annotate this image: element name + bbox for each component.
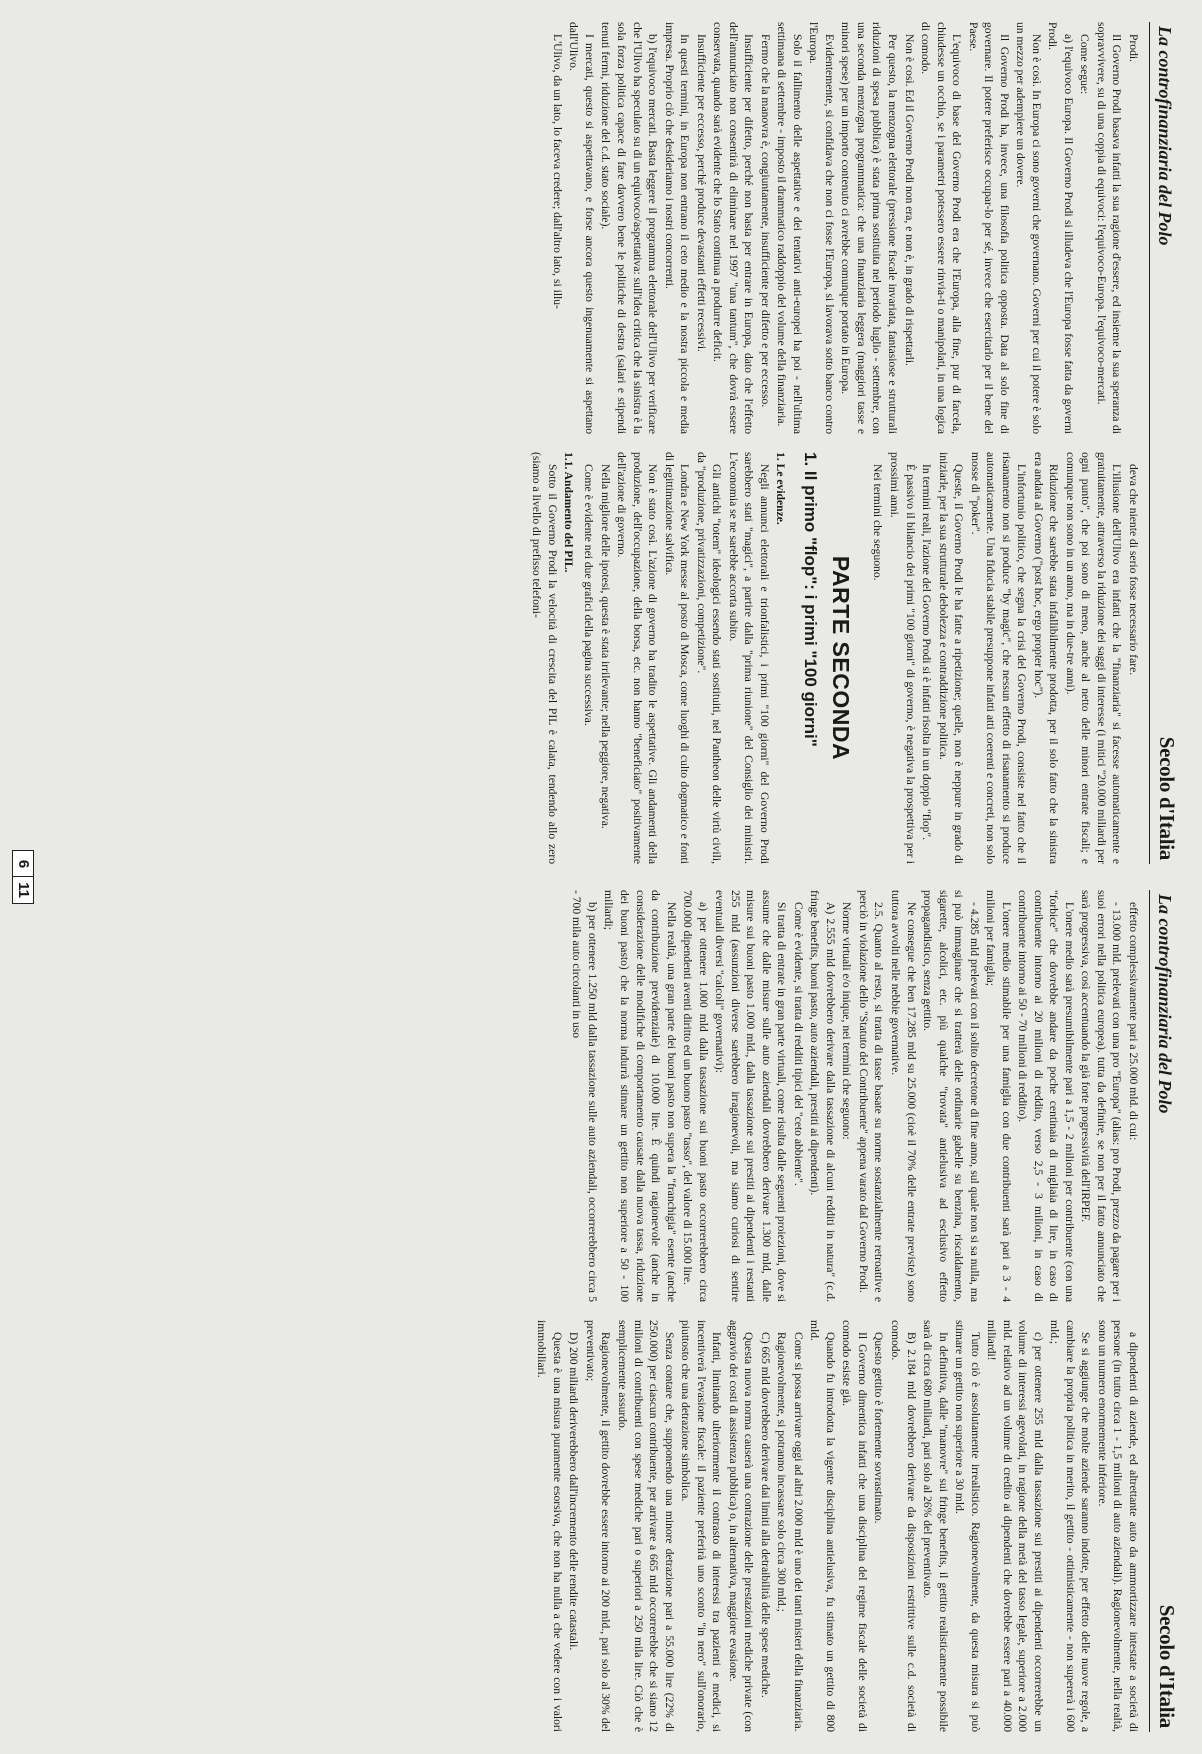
page-left — [14, 22, 1184, 869]
paragraph: L'onere medio stimabile per una famiglia con due contribuenti sarà pari a 3 - 4 milioni per famiglia; — [984, 890, 1013, 1302]
left-column-2 — [14, 452, 1141, 864]
paragraph: Non è così. In Europa ci sono governi che governano. Governi per cui il potere è solo un mezzo per adempiere un dovere. — [1014, 22, 1043, 434]
paragraph: Sotto il Governo Prodi la velocità di crescita del PIL è calata, tendendo allo zero (siamo a livello di prefisso telefoni- — [530, 452, 559, 864]
page-number: 6 — [12, 850, 34, 878]
paragraph: Questa è una misura puramente esorsiva, che non ha nulla a che vedere con i valori immobiliari. — [535, 1320, 564, 1732]
part-title: PARTE SECONDA — [827, 555, 854, 761]
paragraph: In definitiva, dalle "manovre" sui fringe benefits, il gettito realisticamente possibile sarà di circa 680 miliardi, pari solo al 26% del preventivato. — [921, 1320, 950, 1732]
paragraph: Come è evidente nei due grafici della pagina successiva. — [582, 464, 596, 726]
paragraph: Infatti, limitando ulteriormente il contrasto di interessi tra pazienti e medici, si incentiverà l'evasione fiscale: il paziente preferirà uno sconto "in nero" sull'onorario, piuttosto che una detrazione simbolica. — [679, 1320, 724, 1732]
paragraph: L'Ulivo, da un lato, lo faceva credere; dall'altro lato, si illu- — [550, 34, 564, 309]
paragraph: Si tratta di entrate in gran parte virtuali, come risulta dalle seguenti proiezioni, dove si assume che dalle misure sulle auto aziendali dovrebbero derivare 1.300 mld, dalle misure sui buoni pasto 1.000 mld., dalla tassazione sui prestiti ai dipendenti i restanti 255 mld (assunzioni diverse sarebbero irragionevoli, ma siamo curiosi di sentire eventuali diversi "calcoli" governativi): — [713, 890, 789, 1302]
page-right — [14, 882, 1184, 1732]
paragraph: Il Governo Prodi basava infatti la sua ragione d'essere, ed insieme la sua speranza di sopravvivere, su di una coppia di equivoci: l'equivoco-Europa. l'equivoco-mercati. — [1094, 22, 1124, 434]
paragraph: Fermo che la manovra è, congiuntamente, insufficiente per difetto e per eccesso. — [758, 34, 772, 408]
paragraph: c) per ottenere 255 mld dalla tassazione sui prestiti ai dipendenti occorrerebbe un volume di interessi agevolati, in ragione della metà del tasso legale, superiore a 2.000 mld. relativo ad un volume di credito ai dipendenti che dovrebbe essere pari a 40.000 miliardi! — [985, 1320, 1045, 1732]
paragraph: B) 2.184 mld dovrebbero derivare da disposizioni restrittive sulle c.d. società di comodo. — [889, 1320, 918, 1732]
paragraph: Insufficiente per difetto, perché non basta per entrare in Europa, dato che l'effetto dell'annunciato non consentirà di eliminare nel 1997 "una tantum", che dovrà essere conservata, quando sarà evidente che lo Stato continua a produrre deficit. — [711, 22, 756, 434]
right-column-1 — [14, 890, 1141, 1302]
paragraph: D) 200 miliardi deriverebbero dall'incremento delle rendite catastali. — [567, 1332, 581, 1651]
page-right-header — [1149, 890, 1184, 1732]
masthead: Secolo d'Italia — [1155, 736, 1179, 860]
paragraph: Non è stato così. L'azione di governo ha tradito le aspettative. Gli andamenti della produzione, dell'occupazione, della borsa, etc. non hanno "beneficiato" positivamente dell'azione di governo. — [615, 452, 660, 864]
paragraph: A) 2.555 mld dovrebbero derivare dalla tassazione di alcuni redditi in natura" (c.d. fringe benefits, buoni pasto, auto aziendali, prestiti ai dipendenti). — [808, 890, 837, 1302]
paragraph: Il Governo Prodi ha, invece, una filosofia politica opposta. Data al solo fine di governare. Il potere preferisce occupar-lo per sé, invece che esercitarlo per il bene del Paese. — [966, 22, 1011, 434]
paragraph: a dipendenti di aziende, ed altrettante auto da ammortizzare intestate a società di persone (in tutto circa 1 - 1,5 milioni di auto aziendali). Ragionevolmente, nella realtà, sono un numero enormemente inferiore. — [1095, 1320, 1140, 1732]
paragraph: Non è così. Ed il Governo Prodi non era, e non è, in grado di rispettarli. — [902, 34, 916, 366]
paragraph: Solo il fallimento delle aspettative e dei tentativi anti-europei ha poi - nell'ultima settimana di settembre - imposto il drammatico raddoppio del volume della finanziaria. — [775, 22, 804, 434]
paragraph: I mercati, questo si aspettavano, e forse ancora questo ingenuamente si aspettano dall'Ulivo. — [567, 22, 596, 434]
paragraph: Insufficiente per eccesso, perché produce devastanti effetti recessivi. — [694, 34, 708, 352]
paragraph: Norme virtuali e/o inique, nei termini che seguono: — [840, 902, 854, 1140]
paragraph: a) l'equivoco Europa. Il Governo Prodi si illudeva che l'Europa fosse fatta da governi Prodi. — [1046, 22, 1075, 434]
paragraph: In questi termini, in Europa non entrano il ceto medio e la nostra piccola e media impresa. Proprio ciò che desideriamo i nostri concorrenti. — [662, 22, 692, 434]
paragraph: Il Governo dimentica infatti che una disciplina del regime fiscale delle società di comodo esiste già. — [840, 1320, 869, 1732]
paragraph: Nei termini che seguono. — [871, 464, 885, 581]
masthead: Secolo d'Italia — [1155, 1604, 1179, 1728]
paragraph: deva che niente di serio fosse necessario fare. — [1127, 464, 1140, 676]
part-subtitle: 1. Il primo "flop": i primi "100 giorni" — [801, 452, 821, 747]
paragraph: Tutto ciò è assolutamente irrealistico. Ragionevolmente, da questa misura si può stimare un gettito non superiore a 30 mld. — [953, 1320, 982, 1732]
paragraph: Prodi. — [1127, 34, 1140, 63]
paragraph: L'illusione dell'Ulivo era infatti che la "finanziaria" si facesse automaticamente e gratuitamente, attraverso la riduzione dei saggi di interesse (i mitici "20.000 miliardi per ogni punto", che poi sono di meno, anche al netto delle minori entrate fiscali; e comunque non sono in un anno, ma in due-tre anni). — [1063, 452, 1124, 864]
paragraph: b) l'equivoco mercati. Basta leggere il programma elettorale dell'Ulivo per verificare che l'Ulivo ha speculato su di un equivoco/aspettativa: sull'idea critica che la sinistra è la sola forza politica capace di fare davvero bene le politiche di destra (salari e stipendi tenuti fermi, riduzione del c.d. stato sociale). — [599, 22, 660, 434]
paragraph: L'onere medio sarà presumibilmente pari a 1,5 - 2 milioni per contribuente (con una "forbice" che dovrebbe andare da poche centinaia di migliaia di lire, in caso di contribuente intorno ai 20 milioni di reddito, verso 2,5 - 3 milioni, in caso di contribuente intorno ai 50 - 70 milioni di reddito). — [1016, 890, 1076, 1302]
paragraph: In termini reali, l'azione del Governo Prodi si è infatti risolta in un doppio "flop". — [920, 464, 934, 841]
paragraph: C) 665 mld dovrebbero derivare dai limiti alla detraibilità delle spese mediche. — [758, 1332, 772, 1698]
paragraph: Ne consegue che ben 17.285 mld su 25.000 (cioè il 70% delle entrate previste) sono tuttora avvolti nelle nebbie governative. — [889, 890, 918, 1302]
paragraph: - 4.285 mld prelevati con il solito decretone di fine anno, sul quale non si sa nulla, ma si può immaginare che si tratterà delle ordinarie gabelle su benzina, riscaldamento, sigarette, alcolici, etc. più qualche "trovata" antielusiva ad esclusivo effetto propagandistico, senza gettito. — [921, 890, 981, 1302]
paragraph: Come è evidente, si tratta di redditi tipici del "ceto abbiente". — [791, 902, 805, 1186]
running-head: La controfinanziaria del Polo — [1155, 26, 1175, 246]
right-column-2 — [14, 1320, 1141, 1732]
paragraph: Nella migliore delle ipotesi, questa è stata irrilevante; nella peggiore, negativa. — [598, 464, 612, 829]
paragraph: a) per ottenere 1.000 mld dalla tassazione sui buoni pasto occorrerebbero circa 700.000 dipendenti aventi diritto ed un buono pasto "tasso", del valore di 15.000 lire. — [681, 890, 710, 1302]
paragraph: Ragionevolmente, si potranno incassare solo circa 300 mld.; — [775, 1332, 789, 1612]
paragraph: Come si possa arrivare oggi ad altri 2.000 mld è uno dei tanti misteri della finanziaria. — [791, 1332, 805, 1732]
paragraph: Nella realtà, una gran parte dei buoni pasto non supera la "franchigia" esente (anche da contribuzione previdenziale) di 10.000 lire. È quindi ragionevole (anche in considerazione delle modifiche di comportamento causate dalla nuova tassa, riduzione dei buoni pasto) che la norma indurrà stimare un gettito non superiore a 50 - 100 miliardi; — [602, 890, 678, 1302]
paragraph: Per questo, la menzogna elettorale (pressione fiscale invariata, fantasiose e strutturali riduzioni di spesa pubblica) è stata prima sostituita nel periodo luglio - settembre, con una seconda menzogna programmatica: che una finanziaria leggera (maggiori tasse e minori spese) per un importo contenuto ci avrebbe comunque portato in Europa. — [839, 22, 900, 434]
paragraph: Evidentemente, si confidava che non ci fosse l'Europa, si lavorava sotto banco contro l'Europa. — [807, 22, 836, 434]
running-head: La controfinanziaria del Polo — [1155, 894, 1175, 1114]
paragraph: Quando fu introdotta la vigente disciplina antielusiva, fu stimato un gettito di 800 mld. — [808, 1320, 837, 1732]
paragraph: b) per ottenere 1.250 mld dalla tassazione sulle auto aziendali, occorrerebbero circa 5 - 700 mila auto circolanti in uso — [570, 890, 599, 1302]
paragraph: Questa nuova norma causerà una contrazione delle prestazioni mediche private (con aggravio dei costi di assistenza pubblica) o, in alternativa, maggiore evasione. — [726, 1320, 756, 1732]
page-number: 11 — [12, 876, 34, 904]
paragraph: - 13.000 mld. prelevati con una pro "Europa" (alias: pro Prodi, prezzo da pagare per i suoi errori nella politica europea). tutta da definire, se non per il fatto annunciato che sarà progressiva, così accentuando la già forte progressività dell'IRPEF. — [1079, 890, 1124, 1302]
paragraph: Ragionevolmente, il gettito dovrebbe essere intorno ai 200 mld., pari solo al 30% del preventivato; — [583, 1320, 613, 1732]
paragraph: 2.5. Quanto al resto, si tratta di tasse basate su norme sostanzialmente retroattive e perciò in violazione dello "Statuto del Contribuente" appena varato dal Governo Prodi. — [856, 890, 886, 1302]
paragraph: Senza contare che, supponendo una minore detrazione pari a 55.000 lire (22% di 250.000) per ciascun contribuente, per arrivare a 665 mld occorrerebbe che si siano 12 milioni di contribuenti con spese mediche pari o superiori a 250 mila lire. Ciò che è semplicemente assurdo. — [616, 1320, 676, 1732]
paragraph: 1. Le evidenze. — [774, 452, 788, 525]
paragraph: Queste, il Governo Prodi le ha fatte a ripetizione; quelle, non è neppure in grado di iniziarle, per la sua strutturale debolezza e contraddizione politica. — [936, 452, 966, 864]
left-column-1 — [14, 22, 1141, 434]
paragraph: Come segue: — [1078, 34, 1092, 95]
paragraph: L'infortunio politico, che segna la crisi del Governo Prodi, consiste nel fatto che il risanamento non si produce "by magic", che nessun effetto di risanamento si produce automaticamente. Una fiducia stabile presuppone infatti atti coerenti e concreti, non solo mosse di "poker". — [968, 452, 1029, 864]
paragraph: 1.1. Andamento del PIL. — [562, 452, 576, 573]
paragraph: È passivo il bilancio dei primi "100 giorni" di governo, è negativa la prospettiva per i prossimi anni. — [888, 452, 917, 864]
paragraph: Se si aggiunge che molte aziende saranno indotte, per effetto delle nuove regole, a cambiare la propria politica in merito, il gettito - ottimisticamente - non supererà i 600 mld.; — [1048, 1320, 1093, 1732]
page-left-header — [1149, 22, 1184, 864]
paragraph: L'equivoco di base del Governo Prodi era che l'Europa, alla fine, pur di farcela, chiudesse un occhio, se i parametri potessero essere rinvia-ti o manipolati, in una logica di comodo. — [919, 22, 964, 434]
paragraph: Negli annunci elettorali e trionfalistici, i primi "100 giorni" del Governo Prodi sarebbero stati "magici", a partire dalla "prima riunione" del Consiglio dei ministri. L'economia se ne sarebbe accorta subito. — [726, 452, 771, 864]
paragraph: effetto complessivamente pari a 25.000 mld. di cui: — [1127, 902, 1140, 1141]
paragraph: Riduzione che sarebbe stata infallibilmente prodotta, per il solo fatto che la sinistra era andata al Governo ("post hoc, ergo propter hoc"). — [1031, 452, 1061, 864]
paragraph: Questo gettito è fortemente sovrastimato. — [872, 1332, 886, 1524]
paragraph: Londra e New York messe al posto di Mosca, come luoghi di culto dogmatico e fonti di legittimazione salvifica. — [662, 452, 692, 864]
paragraph: Gli antichi "totem" ideologici essendo stati sostituiti, nel Pantheon delle virtù civili, da "produzione, privatizzazioni, competizione". — [694, 452, 724, 864]
